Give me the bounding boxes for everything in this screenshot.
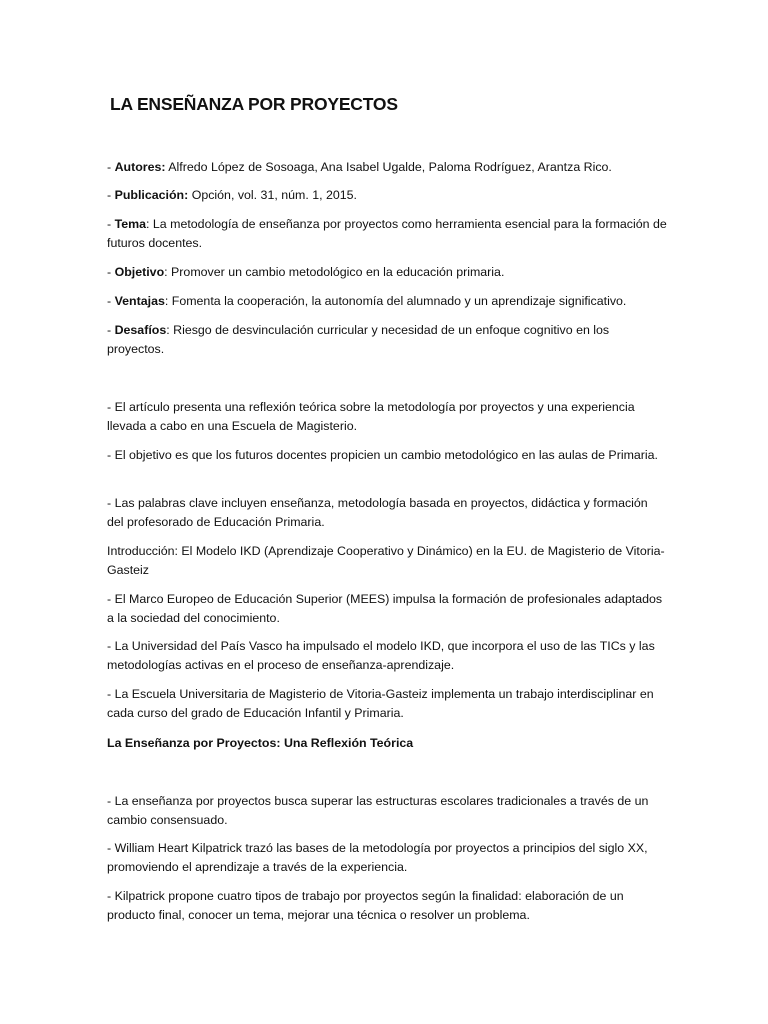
summary-challenges-label: Desafíos xyxy=(114,323,167,337)
body-paragraph: - La enseñanza por proyectos busca superar las estructuras escolares tradicionales a través de un cambio consensuado. xyxy=(107,794,649,827)
summary-publication-label: Publicación: xyxy=(114,188,189,202)
summary-topic-label: Tema xyxy=(114,217,147,231)
summary-publication: - Publicación: Opción, vol. 31, núm. 1, 2015. xyxy=(107,188,357,202)
body-paragraph: - El objetivo es que los futuros docentes propicien un cambio metodológico en las aulas de Primaria. xyxy=(107,448,659,462)
body-paragraph: - William Heart Kilpatrick trazó las bases de la metodología por proyectos a principios del siglo XX, promoviendo el aprendizaje a través de la experiencia. xyxy=(107,841,648,874)
summary-authors: - Autores: Alfredo López de Sosoaga, Ana Isabel Ugalde, Paloma Rodríguez, Arantza Rico. xyxy=(107,160,612,174)
body-paragraph: - Las palabras clave incluyen enseñanza, metodología basada en proyectos, didáctica y formación del profesorado de Educación Primaria. xyxy=(107,496,648,529)
summary-advantages-label: Ventajas xyxy=(114,294,165,308)
body-paragraph: - La Escuela Universitaria de Magisterio de Vitoria-Gasteiz implementa un trabajo interdisciplinar en cada curso del grado de Educación Infantil y Primaria. xyxy=(107,687,654,720)
summary-objective: - Objetivo: Promover un cambio metodológico en la educación primaria. xyxy=(107,265,505,279)
summary-authors-label: Autores: xyxy=(114,160,166,174)
body-paragraph: - La Universidad del País Vasco ha impulsado el modelo IKD, que incorpora el uso de las TICs y las metodologías activas en el proceso de enseñanza-aprendizaje. xyxy=(107,639,655,672)
summary-advantages: - Ventajas: Fomenta la cooperación, la autonomía del alumnado y un aprendizaje significativo. xyxy=(107,294,627,308)
body-paragraph: - El Marco Europeo de Educación Superior (MEES) impulsa la formación de profesionales adaptados a la sociedad del conocimiento. xyxy=(107,592,663,625)
summary-objective-label: Objetivo xyxy=(114,265,165,279)
section-heading: La Enseñanza por Proyectos: Una Reflexión Teórica xyxy=(107,736,414,750)
intro-heading: Introducción: El Modelo IKD (Aprendizaje Cooperativo y Dinámico) en la EU. de Magisterio de Vitoria-Gasteiz xyxy=(107,544,665,577)
body-paragraph: - Kilpatrick propone cuatro tipos de trabajo por proyectos según la finalidad: elaboración de un producto final, conocer un tema, mejorar una técnica o resolver un problema. xyxy=(107,889,624,922)
summary-challenges: - Desafíos: Riesgo de desvinculación curricular y necesidad de un enfoque cognitivo en los proyectos. xyxy=(107,323,610,356)
body-paragraph: - El artículo presenta una reflexión teórica sobre la metodología por proyectos y una experiencia llevada a cabo en una Escuela de Magisterio. xyxy=(107,400,635,433)
document-title: LA ENSEÑANZA POR PROYECTOS xyxy=(110,94,398,114)
summary-topic: - Tema: La metodología de enseñanza por proyectos como herramienta esencial para la formación de futuros docentes. xyxy=(107,217,667,250)
